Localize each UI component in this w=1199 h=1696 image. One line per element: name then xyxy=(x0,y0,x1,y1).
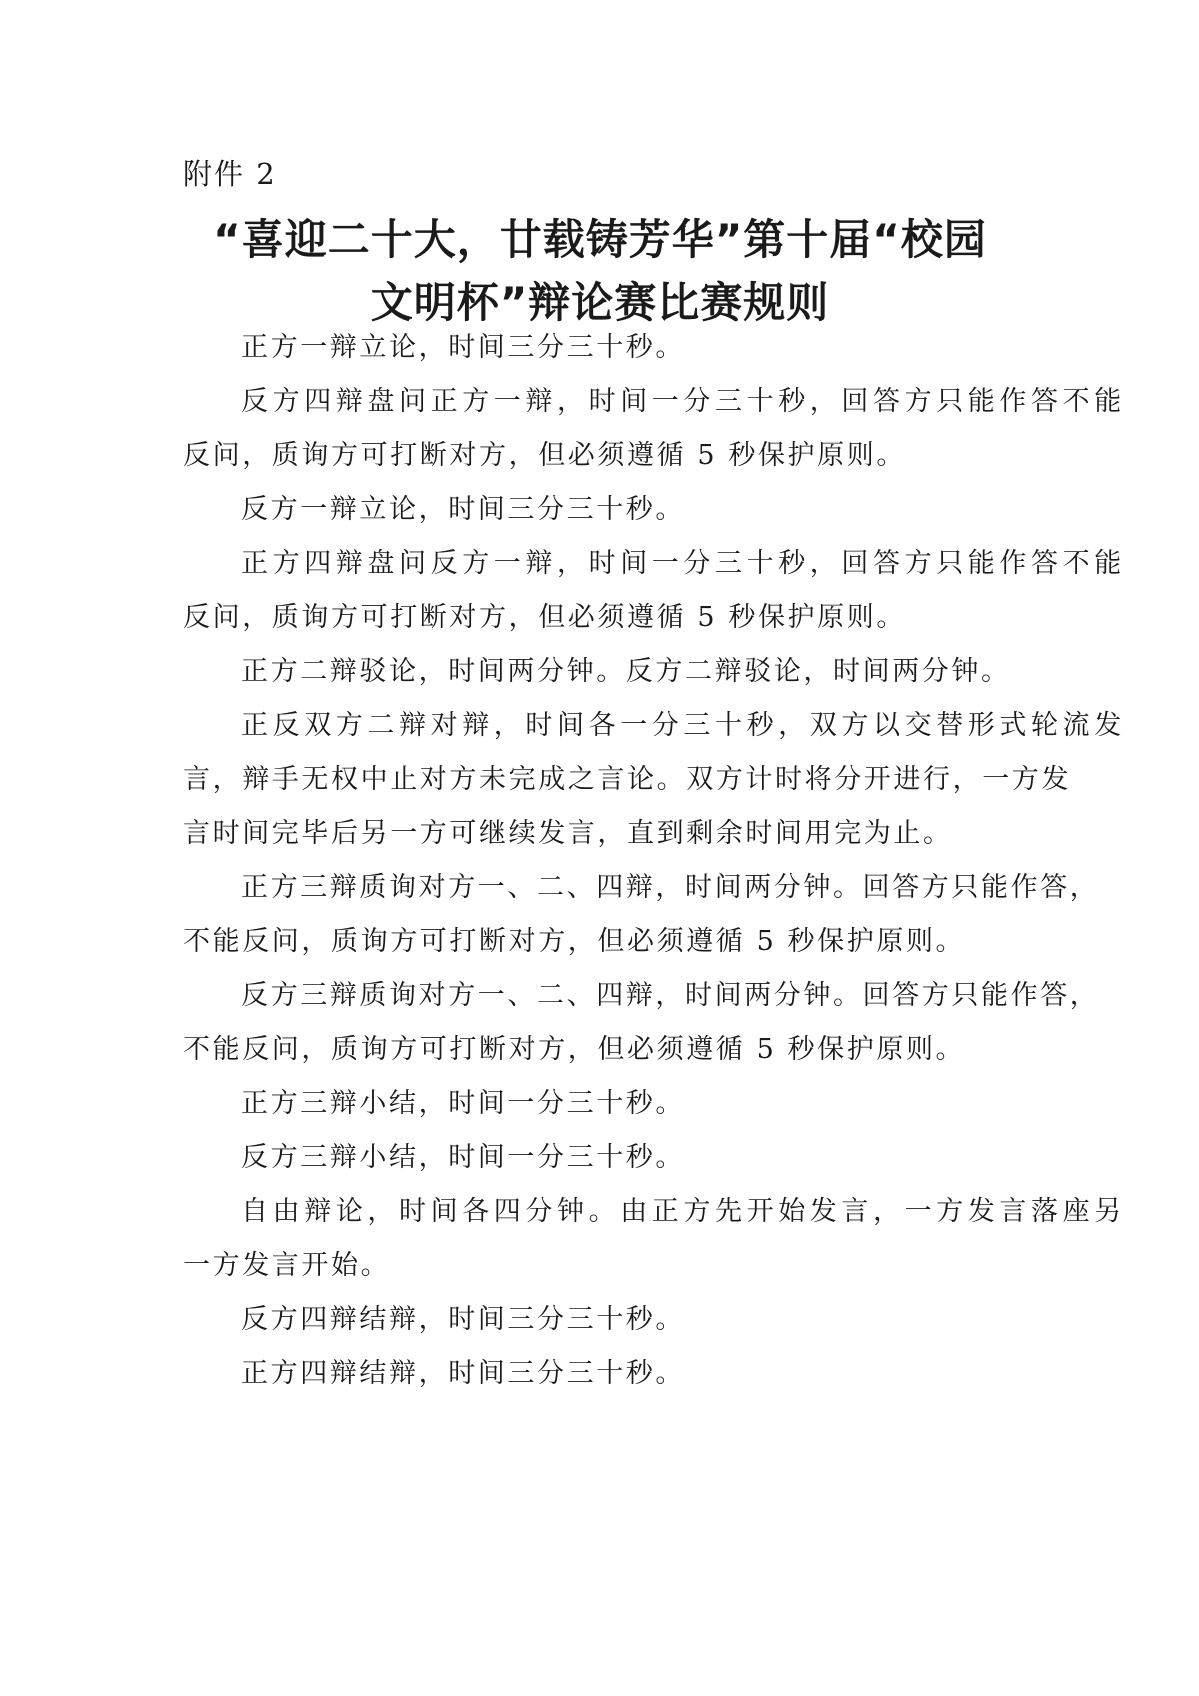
rule-line: 正方三辩小结，时间一分三十秒。 xyxy=(241,1088,685,1119)
rule-line: 反方三辩小结，时间一分三十秒。 xyxy=(241,1142,685,1173)
rule-line: 正方一辩立论，时间三分三十秒。 xyxy=(241,332,685,363)
document-title-line-2: 文明杯”辩论赛比赛规则 xyxy=(370,278,830,327)
rule-line: 正方三辩质询对方一、二、四辩，时间两分钟。回答方只能作答， xyxy=(241,872,1100,903)
rule-line: 不能反问，质询方可打断对方，但必须遵循 5 秒保护原则。 xyxy=(183,1034,966,1065)
rule-line: 反问，质询方可打断对方，但必须遵循 5 秒保护原则。 xyxy=(183,602,906,633)
attachment-label: 附件 2 xyxy=(183,157,277,191)
rule-line: 反方三辩质询对方一、二、四辩，时间两分钟。回答方只能作答， xyxy=(241,980,1100,1011)
rule-line: 反方四辩结辩，时间三分三十秒。 xyxy=(241,1304,685,1335)
rule-line: 自由辩论，时间各四分钟。由正方先开始发言，一方发言落座另 xyxy=(241,1196,1126,1227)
rule-line: 反方一辩立论，时间三分三十秒。 xyxy=(241,494,685,525)
rule-line: 正方四辩盘问反方一辩，时间一分三十秒，回答方只能作答不能 xyxy=(241,548,1126,579)
rule-line: 反问，质询方可打断对方，但必须遵循 5 秒保护原则。 xyxy=(183,440,906,471)
rule-line: 反方四辩盘问正方一辩，时间一分三十秒，回答方只能作答不能 xyxy=(241,386,1126,417)
document-title-line-1: “喜迎二十大，廿载铸芳华”第十届“校园 xyxy=(213,215,987,264)
rule-line: 正方二辩驳论，时间两分钟。反方二辩驳论，时间两分钟。 xyxy=(241,656,1011,687)
rule-line: 言时间完毕后另一方可继续发言，直到剩余时间用完为止。 xyxy=(183,818,953,849)
rule-line: 正方四辩结辩，时间三分三十秒。 xyxy=(241,1358,685,1389)
rule-line: 正反双方二辩对辩，时间各一分三十秒，双方以交替形式轮流发 xyxy=(241,710,1126,741)
rule-line: 一方发言开始。 xyxy=(183,1250,391,1281)
rule-line: 言，辩手无权中止对方未完成之言论。双方计时将分开进行，一方发 xyxy=(183,764,1071,795)
rule-line: 不能反问，质询方可打断对方，但必须遵循 5 秒保护原则。 xyxy=(183,926,966,957)
